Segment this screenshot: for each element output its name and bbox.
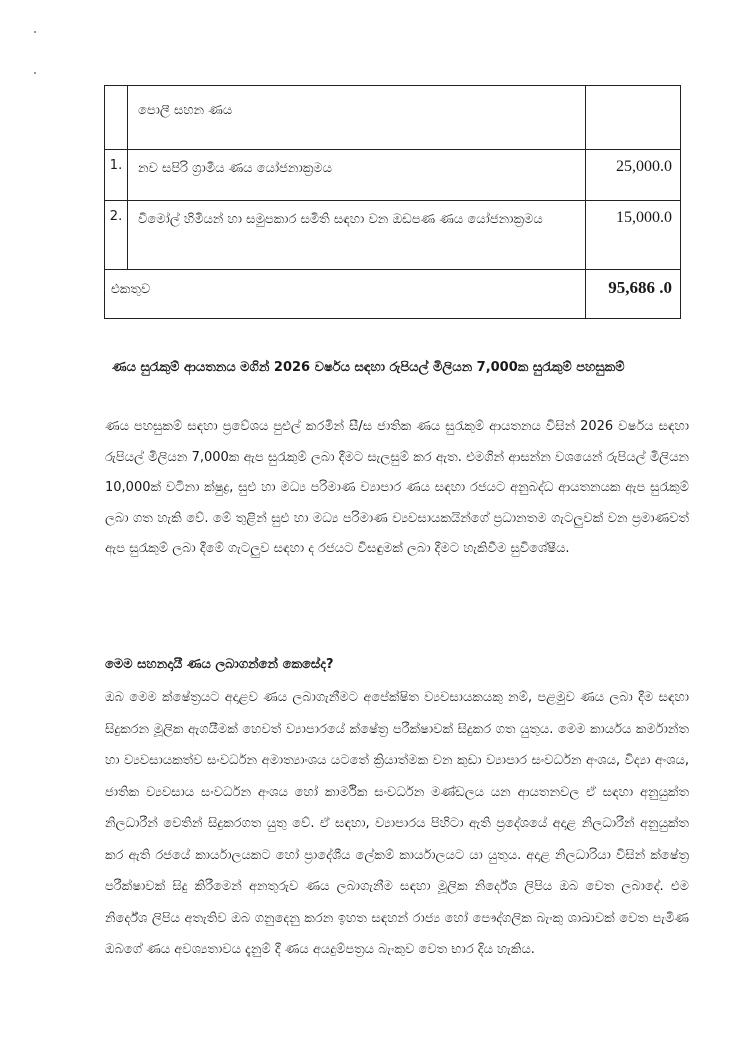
total-label: එකතුව — [105, 270, 586, 319]
row-amount: 25,000.0 — [586, 150, 681, 201]
table-header-row — [105, 86, 681, 150]
row-description: විමෝල් හිමියන් හා සමුපකාර සමිති සඳහා වන ඔඩපණ ණය යෝජනාක්‍රමය — [128, 201, 586, 270]
row-description: නව සපිරි ග්‍රාමීය ණය යෝජනාක්‍රමය — [128, 150, 586, 201]
scan-dot — [34, 31, 36, 33]
section-paragraph: ණය පහසුකම් සඳහා ප්‍රවේශය පුළුල් කරමින් සී/ස ජාතික ණය සුරැකුම් ආයතනය විසින් 2026 වර්ෂය සඳහා රුපියල් මිලියන 7,000ක ඇප සුරැකුම් ලබා දීමට සැලසුම් කර ඇත. එමගින් ආසන්න වශයෙන් රුපියල් මිලියන 10,000ක් වටිනා ක්ෂුද්‍ර, සුළු හා මධ්‍ය පරිමාණ ව්‍යාපාර ණය සඳහා රජයට අනුබද්ධ ආයතනයක ඇප සුරැකුම් ලබා ගත හැකි වේ. මේ තුළින් සුළු හා මධ්‍ය පරිමාණ ව්‍යවසායකයින්ගේ ප්‍රධානතම ගැටලුවක් වන ප්‍රමාණවත් ඇප සුරැකුම් ලබා දීමේ ගැටලුව සඳහා ද රජයට විසඳුමක් ලබා දීමට හැකිවීම සුවිශේෂීය. — [105, 419, 689, 556]
table-section-header: පොලී සහන ණය — [128, 86, 586, 150]
section-heading: මෙම සහනදායී ණය ලබාගන්නේ කෙසේද? — [105, 657, 334, 672]
section-heading: ණය සුරැකුම් ආයතනය මගින් 2026 වර්ෂය සඳහා රුපියල් මිලියන 7,000ක සුරැකුම් පහසුකම් — [112, 360, 625, 375]
table-cell — [105, 86, 128, 150]
section-paragraph: ඔබ මෙම ක්ෂේත්‍රයට අදාළව ණය ලබාගැනීමට අපේක්ෂිත ව්‍යවසායකයකු නම්, පළමුව ණය ලබා දීම සඳහා සිදුකරන මූලික ඇගයීමක් හෙවත් ව්‍යාපාරයේ ක්ෂේත්‍ර පරීක්ෂාවක් සිදුකර ගත යුතුය. මෙම කාර්යය කර්මාන්ත හා ව්‍යවසායකත්ව සංවර්ධන අමාත්‍යාංශය යටතේ ක්‍රියාත්මක වන කුඩා ව්‍යාපාර සංවර්ධන අංශය, විද්‍යා අංශය, ජාතික ව්‍යවසාය සංවර්ධන අංශය හෝ කාර්මික සංවර්ධන මණ්ඩලය යන ආයතනවල ඒ සඳහා අනුයුක්ත නිලධාරීන් වෙතින් සිදුකරගත යුතු වේ. ඒ සඳහා, ව්‍යාපාරය පිහිටා ඇති ප්‍රදේශයේ අදාළ නිලධාරීන් අනුයුක්ත කර ඇති රජයේ කාර්යාලයකට හෝ ප්‍රාදේශීය ලේකම් කාර්යාලයට යා යුතුය. අදාළ නිලධාරියා විසින් ක්ෂේත්‍ර පරීක්ෂාවක් සිදු කිරීමෙන් අනතුරුව ණය ලබාගැනීම සඳහා මූලික නිර්දේශ ලිපිය ඔබ වෙත ලබාදේ. එම නිර්දේශ ලිපිය අතැතිව ඔබ ගනුදෙනු කරන ඉහත සඳහන් රාජ්‍ය හෝ පෞද්ගලික බැංකු ශාඛාවක් වෙත පැමිණ ඔබගේ ණය අවශ්‍යතාවය දැනුම් දී ණය අයදුම්පත්‍රය බැංකුව වෙත භාර දිය හැකිය. — [105, 690, 689, 957]
row-amount: 15,000.0 — [586, 201, 681, 270]
row-number: 1. — [105, 150, 128, 201]
table-row — [105, 201, 681, 270]
row-number: 2. — [105, 201, 128, 270]
loan-table — [104, 85, 681, 319]
total-amount: 95,686 .0 — [586, 270, 681, 319]
table-total-row — [105, 270, 681, 319]
table-cell — [586, 86, 681, 150]
table-row — [105, 150, 681, 201]
scan-dot — [34, 72, 36, 74]
